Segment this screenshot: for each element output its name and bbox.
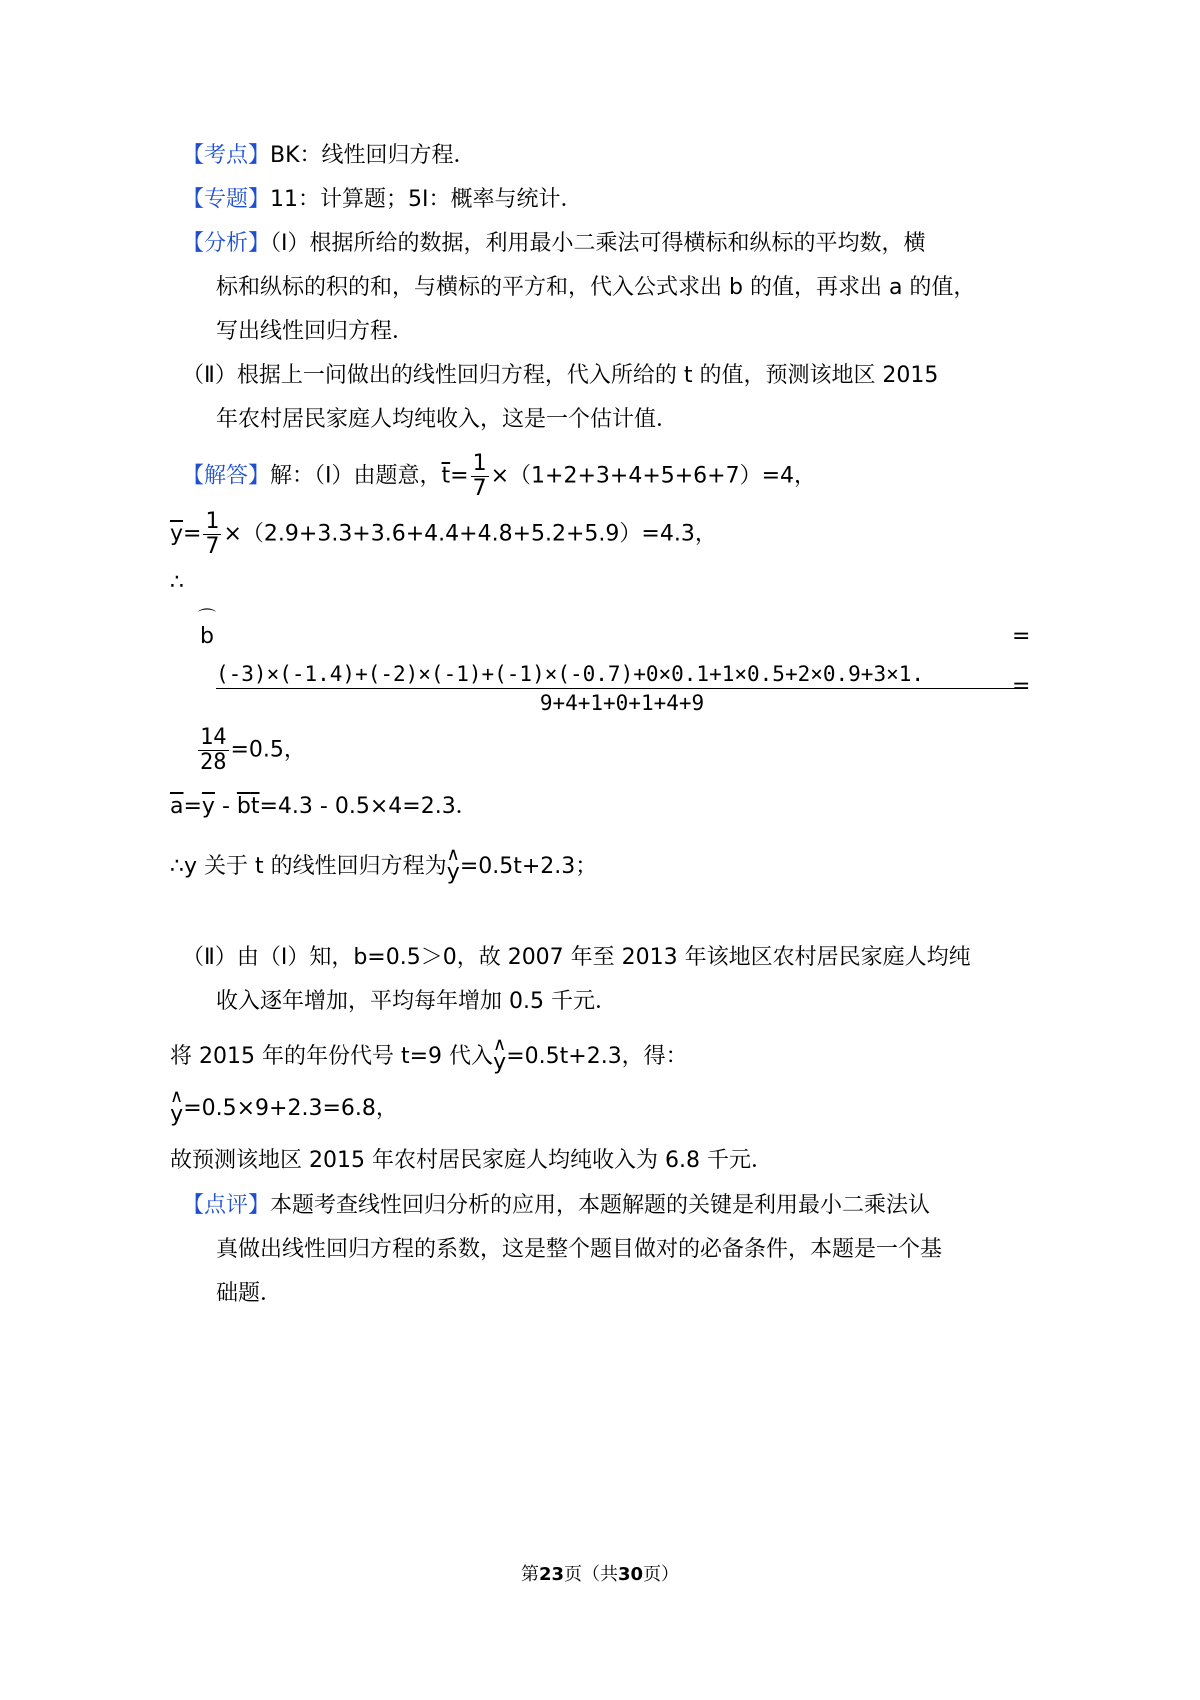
t-bar: $\overline{t}$ xyxy=(441,463,451,489)
regression-conclusion xyxy=(170,844,598,885)
frac-num: 1 xyxy=(472,451,487,476)
fenxi-line-4: （Ⅱ）根据上一问做出的线性回归方程，代入所给的 t 的值，预测该地区 2015 xyxy=(182,363,939,388)
zhuanti-text: 11：计算题；5I：概率与统计． xyxy=(270,187,583,212)
zhuanti-line xyxy=(182,185,583,215)
fraction-one-seventh xyxy=(471,452,489,501)
footer-suffix: 页） xyxy=(643,1564,680,1585)
y-letter: y xyxy=(446,860,460,885)
t-sum: ×（1+2+3+4+5+6+7）=4， xyxy=(490,463,817,489)
ratio-num: 14 xyxy=(200,725,227,750)
page-number: 23 xyxy=(538,1564,564,1585)
ratio-value: =0.5， xyxy=(230,737,306,763)
a-value: =4.3 - 0.5×4=2.3． xyxy=(259,794,478,819)
y-sum: ×（2.9+3.3+3.6+4.4+4.8+5.2+5.9）=4.3， xyxy=(223,521,717,547)
frac-den: 7 xyxy=(205,534,220,559)
fenxi-line-2: 标和纵标的积的和，与横标的平方和，代入公式求出 b 的值，再求出 a 的值， xyxy=(216,275,976,300)
ratio-den: 28 xyxy=(200,750,227,775)
dianping-line-2: 真做出线性回归方程的系数，这是整个题目做对的必备条件，本题是一个基 xyxy=(216,1237,943,1262)
fenxi-line-5: 年农村居民家庭人均纯收入，这是一个估计值． xyxy=(216,407,679,432)
a-hat-line xyxy=(170,792,478,822)
y-letter: y xyxy=(493,1050,507,1075)
part2-prediction: 故预测该地区 2015 年农村居民家庭人均纯收入为 6.8 千元． xyxy=(170,1148,773,1173)
hat-mark: ∧ xyxy=(170,1086,184,1107)
jieda-tag: 【解答】 xyxy=(182,463,271,489)
zhuanti-tag: 【专题】 xyxy=(182,187,271,212)
part2-line-2: 收入逐年增加，平均每年增加 0.5 千元． xyxy=(216,989,617,1014)
b-formula-numerator: (-3)×(-1.4)+(-2)×(-1)+(-1)×(-0.7)+0×0.1+1×0.5+2×0.9+3×1. xyxy=(216,662,1028,689)
a-hat: $\overline{a}$ xyxy=(170,794,184,819)
conclusion-prefix: ∴y 关于 t 的线性回归方程为 xyxy=(170,854,447,879)
b-letter: b xyxy=(200,624,214,649)
page-footer xyxy=(0,1560,1200,1586)
ratio-line xyxy=(196,726,306,775)
jieda-line-2 xyxy=(170,510,717,559)
b-formula-fraction xyxy=(216,662,1031,715)
fenxi-line-3: 写出线性回归方程． xyxy=(216,319,415,344)
a-b-hat: $\overline{b}$ xyxy=(236,794,251,819)
dianping-line-3: 础题． xyxy=(216,1281,283,1306)
kaodian-tag: 【考点】 xyxy=(182,143,271,168)
y-letter: y xyxy=(170,1102,184,1127)
result-equation: =0.5×9+2.3=6.8， xyxy=(183,1096,398,1121)
a-t-bar: $\overline{t}$ xyxy=(250,794,260,819)
kaodian-text: BK：线性回归方程． xyxy=(270,143,476,168)
jieda-line-1 xyxy=(182,452,816,501)
fraction-one-seventh xyxy=(203,510,221,559)
hat-mark: ∧ xyxy=(446,844,460,865)
a-y-bar: $\overline{y}$ xyxy=(201,794,215,819)
footer-prefix: 第 xyxy=(520,1564,539,1585)
ratio-fraction xyxy=(198,726,229,775)
footer-middle: 页（共 xyxy=(564,1564,618,1585)
total-pages: 30 xyxy=(618,1564,644,1585)
fenxi-line-1 xyxy=(182,229,926,259)
fenxi-text-1: （Ⅰ）根据所给的数据，利用最小二乘法可得横标和纵标的平均数，横 xyxy=(270,231,926,256)
b-equals: = xyxy=(1012,624,1031,649)
minus-sign: - xyxy=(214,794,237,819)
frac-num: 1 xyxy=(205,509,220,534)
frac-den: 7 xyxy=(472,476,487,501)
substitute-equation: =0.5t+2.3，得： xyxy=(506,1044,688,1069)
dianping-tag: 【点评】 xyxy=(182,1193,271,1218)
part2-substitute xyxy=(170,1034,688,1075)
y-bar: $\overline{y}$ xyxy=(170,521,184,547)
kaodian-line xyxy=(182,141,476,171)
part2-result xyxy=(170,1086,398,1127)
equals-sign: = xyxy=(183,794,202,819)
b-formula-denominator: 9+4+1+0+1+4+9 xyxy=(539,691,705,715)
hat-mark: ∧ xyxy=(493,1034,507,1055)
b-formula-equals: = xyxy=(1012,674,1031,699)
hat-mark: ⌒ xyxy=(198,608,216,629)
jieda-intro: 解：（Ⅰ）由题意， xyxy=(270,463,442,489)
conclusion-equation: =0.5t+2.3； xyxy=(459,854,598,879)
equals-sign: = xyxy=(183,521,202,547)
substitute-prefix: 将 2015 年的年份代号 t=9 代入 xyxy=(170,1044,494,1069)
fenxi-tag: 【分析】 xyxy=(182,231,271,256)
equals-sign: = xyxy=(450,463,469,489)
therefore-symbol: ∴ xyxy=(170,570,184,595)
b-hat xyxy=(198,608,216,652)
dianping-line-1 xyxy=(182,1191,930,1221)
dianping-text-1: 本题考查线性回归分析的应用，本题解题的关键是利用最小二乘法认 xyxy=(270,1193,931,1218)
part2-line-1: （Ⅱ）由（Ⅰ）知，b=0.5＞0，故 2007 年至 2013 年该地区农村居民家庭人均纯 xyxy=(182,945,971,970)
